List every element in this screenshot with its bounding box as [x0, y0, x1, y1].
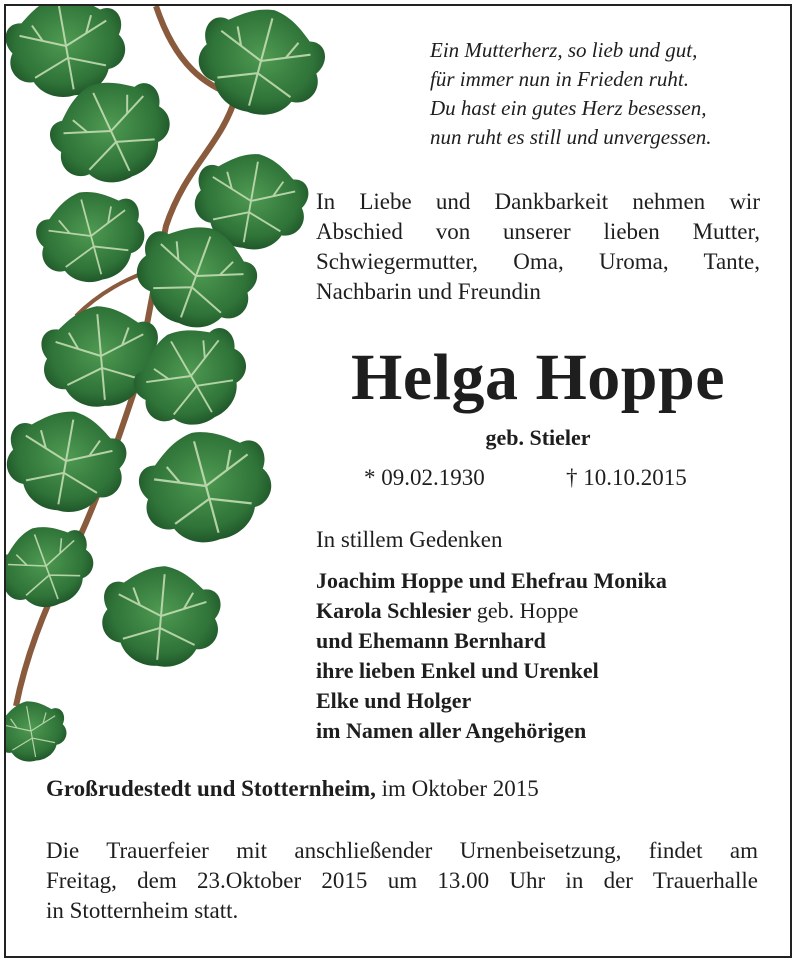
mourner-line: Elke und Holger	[316, 688, 472, 713]
mourner-line	[316, 596, 766, 626]
ivy-leaves-illustration	[6, 6, 326, 766]
poem-line: Du hast ein gutes Herz besessen,	[430, 96, 707, 120]
ceremony-notice	[46, 836, 758, 926]
ivy-leaf	[6, 695, 71, 766]
ivy-leaf	[188, 6, 326, 128]
mourner-line: und Ehemann Bernhard	[316, 628, 546, 653]
poem-line: Ein Mutterherz, so lieb und gut,	[430, 38, 698, 62]
ivy-leaf	[98, 561, 223, 671]
ceremony-line: in Stotternheim statt.	[46, 898, 239, 923]
intro-line: Schwiegermutter, Oma, Uroma, Tante,	[316, 249, 760, 274]
mourner-line: Joachim Hoppe und Ehefrau Monika	[316, 568, 667, 593]
ivy-leaf	[130, 416, 283, 556]
deceased-name: Helga Hoppe	[350, 341, 725, 414]
birth-name: geb. Stieler	[485, 425, 591, 450]
mourners-list	[316, 566, 766, 746]
ceremony-line: Die Trauerfeier mit anschließender Urnenbeisetzung, findet am	[46, 838, 758, 863]
ceremony-line: Freitag, dem 23.Oktober 2015 um 13.00 Uhr in der Trauerhalle	[46, 868, 758, 893]
death-date: † 10.10.2015	[566, 465, 687, 490]
place-and-date	[46, 776, 539, 802]
poem-verse	[430, 36, 780, 152]
memory-line: In stillem Gedenken	[316, 527, 503, 552]
birth-date: * 09.02.1930	[364, 465, 485, 490]
poem-line: nun ruht es still und unvergessen.	[430, 125, 712, 149]
mourner-name: Karola Schlesier	[316, 598, 472, 623]
mourner-line: im Namen aller Angehörigen	[316, 718, 587, 743]
ivy-leaf	[6, 402, 132, 521]
place-date: im Oktober 2015	[375, 776, 539, 801]
place-names: Großrudestedt und Stotternheim,	[46, 776, 376, 801]
intro-line: In Liebe und Dankbarkeit nehmen wir	[316, 189, 760, 214]
intro-line: Abschied von unserer lieben Mutter,	[316, 219, 760, 244]
intro-line: Nachbarin und Freundin	[316, 279, 541, 304]
mourner-maiden-name: geb. Hoppe	[471, 598, 579, 623]
ivy-leaf	[6, 512, 104, 619]
poem-line: für immer nun in Frieden ruht.	[430, 67, 689, 91]
intro-text	[316, 187, 760, 307]
mourner-line: ihre lieben Enkel und Urenkel	[316, 658, 599, 683]
